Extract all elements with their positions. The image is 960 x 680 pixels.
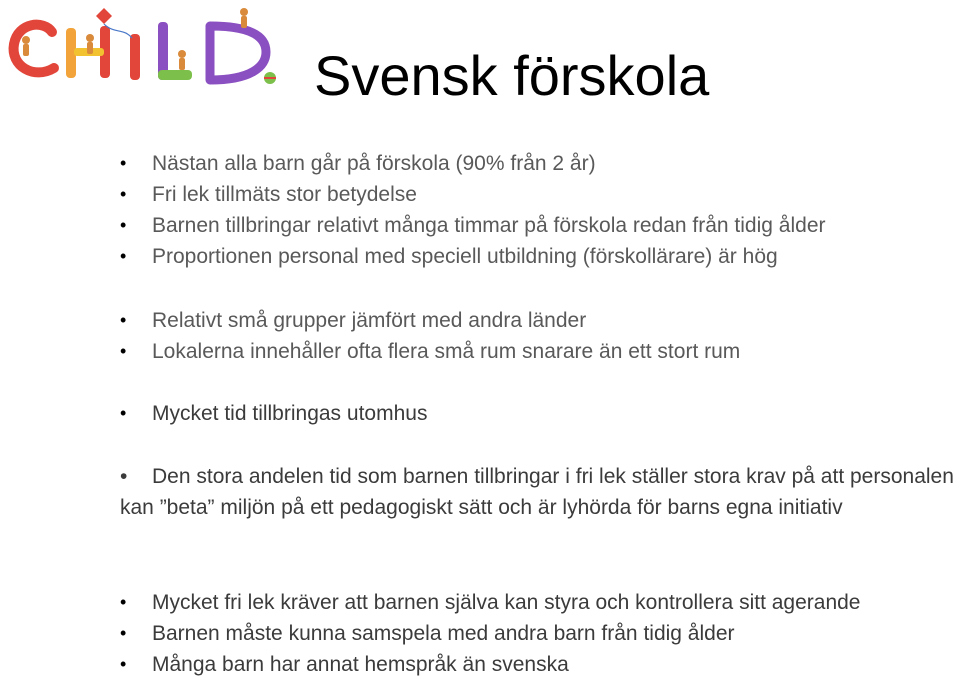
child-logo [4,4,280,88]
list-item-text: Barnen måste kunna samspela med andra barn från tidig ålder [152,622,735,645]
logo-letter-l [158,22,192,80]
bullet-icon: • [120,341,127,361]
bullet-icon: • [120,465,128,488]
list-item-text: Lokalerna innehåller ofta flera små rum snarare än ett stort rum [152,340,741,363]
list-item-text: Proportionen personal med speciell utbildning (förskollärare) är hög [152,245,778,268]
logo-letter-c [14,25,54,73]
bullet-icon: • [120,310,127,330]
bullet-icon: • [120,592,127,612]
ball-icon [264,72,276,84]
logo-letter-d [210,26,266,80]
list-item-paragraph [120,461,956,523]
list-item-text: Mycket tid tillbringas utomhus [152,402,428,425]
list-item-text: Relativt små grupper jämfört med andra länder [152,309,587,332]
list-item-text: Mycket fri lek kräver att barnen själva kan styra och kontrollera sitt agerande [152,591,861,614]
bullet-icon: • [120,153,127,173]
list-item-text: Den stora andelen tid som barnen tillbringar i fri lek ställer stora krav på att personalen kan ”beta” miljön på ett pedagogiskt sätt och är lyhörda för barns egna initiativ [120,465,954,519]
bullet-icon: • [120,246,127,266]
page-title: Svensk förskola [314,44,710,107]
bullet-icon: • [120,215,127,235]
list-item-text: Många barn har annat hemspråk än svenska [152,653,569,676]
bullet-icon: • [120,184,127,204]
bullet-icon: • [120,403,127,423]
list-item-text: Fri lek tillmäts stor betydelse [152,183,417,206]
bullet-icon: • [120,654,127,674]
logo-letter-i [130,34,140,80]
list-item-text: Nästan alla barn går på förskola (90% från 2 år) [152,152,596,175]
bullet-icon: • [120,623,127,643]
list-item-text: Barnen tillbringar relativt många timmar på förskola redan från tidig ålder [152,214,826,237]
